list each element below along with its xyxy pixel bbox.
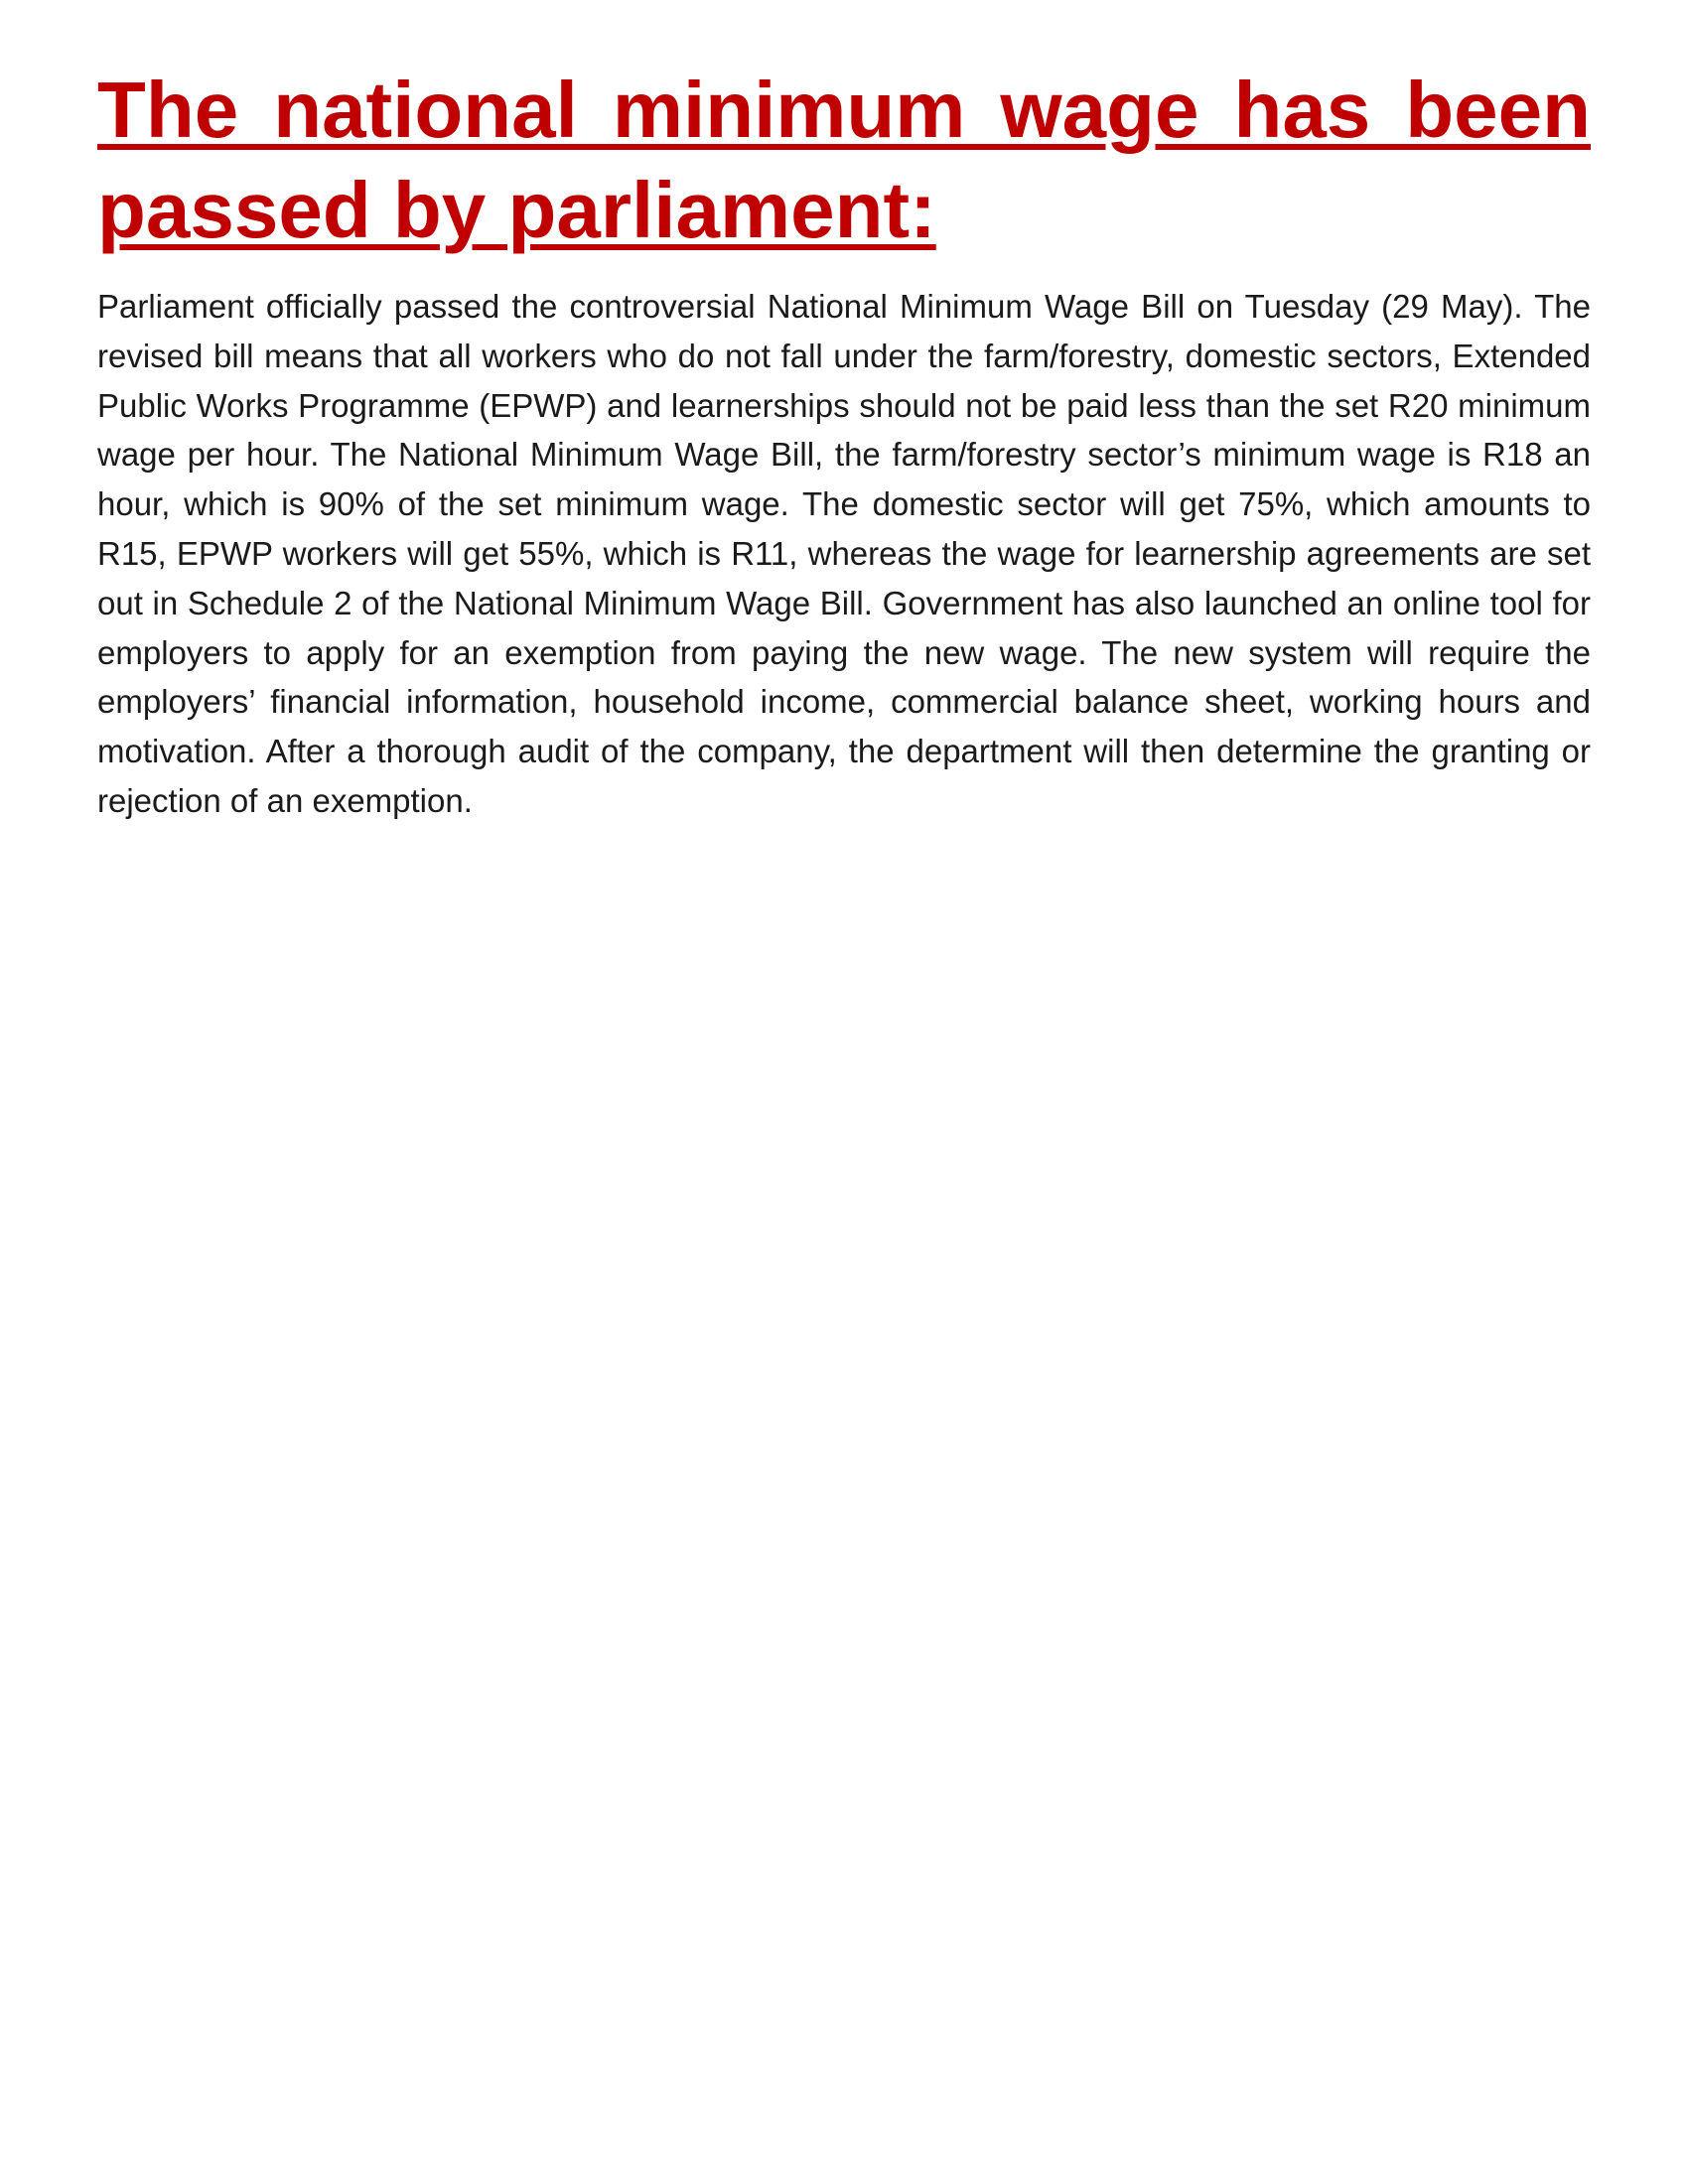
article-body: Parliament officially passed the controversial National Minimum Wage Bill on Tuesday (29 May). The revised bill means that all workers who do not fall under the farm/forestry, domestic sectors, Extended Public Works Programme (EPWP) and learnerships should not be paid less than the set R20 minimum wage per hour. The National Minimum Wage Bill, the farm/forestry sector’s minimum wage is R18 an hour, which is 90% of the set minimum wage. The domestic sector will get 75%, which amounts to R15, EPWP workers will get 55%, which is R11, whereas the wage for learnership agreements are set out in Schedule 2 of the National Minimum Wage Bill. Government has also launched an online tool for employers to apply for an exemption from paying the new wage. The new system will require the employers’ financial information, household income, commercial balance sheet, working hours and motivation. After a thorough audit of the company, the department will then determine the granting or rejection of an exemption. [97, 288, 1591, 819]
document-page [97, 60, 1591, 826]
article-headline: The national minimum wage has been passed by parliament: [97, 66, 1591, 254]
